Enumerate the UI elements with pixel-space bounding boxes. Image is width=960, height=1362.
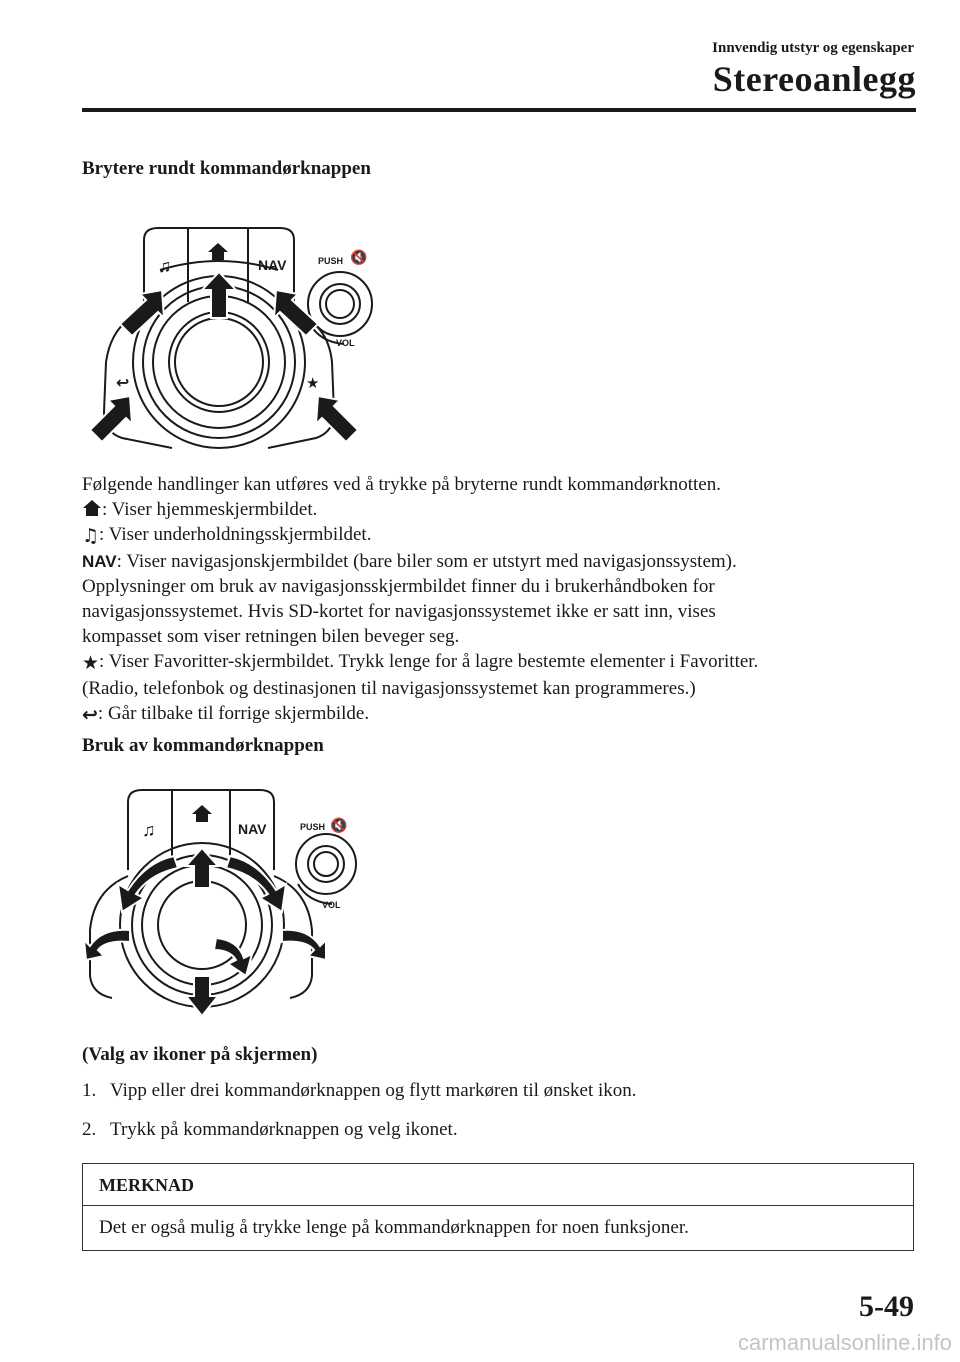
step-number: 1. bbox=[82, 1080, 97, 1101]
nav-label: NAV bbox=[258, 257, 287, 273]
chapter-title: Stereoanlegg bbox=[712, 59, 916, 99]
watermark: carmanualsonline.info bbox=[737, 1330, 952, 1355]
item-back: ↩: Går tilbake til forrige skjermbilde. bbox=[82, 703, 370, 726]
item-nav-line4: kompasset som viser retningen bilen beveger seg. bbox=[82, 626, 460, 647]
section-label: Innvendig utstyr og egenskaper bbox=[712, 40, 914, 56]
commander-knob-center bbox=[169, 312, 269, 412]
arrow-home bbox=[202, 272, 236, 318]
back-icon: ↩ bbox=[82, 704, 98, 726]
arrow-tilt-right bbox=[282, 930, 326, 960]
music-icon: ♫ bbox=[142, 820, 156, 840]
item-nav-line3: navigasjonssystemet. Hvis SD-kortet for navigasjonssystemet ikke er satt inn, vises bbox=[82, 601, 716, 622]
arrow-tilt-down bbox=[186, 976, 218, 1016]
section-heading-switches: Brytere rundt kommandørknappen bbox=[82, 158, 371, 179]
arrow-music bbox=[120, 290, 164, 336]
push-label: PUSH bbox=[318, 256, 344, 266]
star-icon: ★ bbox=[82, 652, 100, 674]
item-favorite: ★: Viser Favoritter-skjermbildet. Trykk lenge for å lagre bestemte elementer i Favoritter. bbox=[82, 651, 759, 674]
arrow-nav bbox=[274, 290, 318, 336]
step-text: Trykk på kommandørknappen og velg ikonet. bbox=[110, 1119, 458, 1140]
switches-description bbox=[82, 472, 922, 728]
mute-icon: 🔇 bbox=[330, 817, 348, 833]
step-text: Vipp eller drei kommandørknappen og flytt markøren til ønsket ikon. bbox=[110, 1080, 637, 1101]
nav-icon: NAV bbox=[82, 552, 117, 571]
step-number: 2. bbox=[82, 1119, 97, 1140]
mute-icon: 🔇 bbox=[350, 249, 368, 265]
intro-text: Følgende handlinger kan utføres ved å trykke på bryterne rundt kommandørknotten. bbox=[82, 474, 721, 495]
note-box bbox=[82, 1163, 914, 1251]
music-icon: ♫ bbox=[158, 256, 172, 276]
item-nav-line2: Opplysninger om bruk av navigasjonsskjermbildet finner du i brukerhåndboken for bbox=[82, 576, 715, 597]
item-music: ♫: Viser underholdningsskjermbildet. bbox=[82, 524, 372, 547]
home-icon bbox=[192, 805, 212, 822]
press-arrows bbox=[90, 272, 358, 442]
step-2 bbox=[82, 1119, 458, 1141]
tilt-rotate-arrows bbox=[84, 848, 326, 1016]
home-icon bbox=[82, 499, 102, 517]
selection-subheading: (Valg av ikoner på skjermen) bbox=[82, 1044, 318, 1065]
commander-usage-figure bbox=[82, 780, 382, 1020]
back-icon: ↩ bbox=[116, 375, 130, 392]
item-nav: NAV: Viser navigasjonskjermbildet (bare biler som er utstyrt med navigasjonssystem). bbox=[82, 551, 737, 572]
note-title: MERKNAD bbox=[83, 1164, 913, 1206]
step-1 bbox=[82, 1080, 637, 1102]
note-text: Det er også mulig å trykke lenge på kommandørknappen for noen funksjoner. bbox=[99, 1217, 689, 1238]
nav-label: NAV bbox=[238, 821, 267, 837]
home-icon bbox=[208, 243, 228, 260]
header-rule bbox=[82, 108, 916, 112]
vol-label: VOL bbox=[322, 900, 341, 910]
vol-label: VOL bbox=[336, 338, 355, 348]
section-heading-usage: Bruk av kommandørknappen bbox=[82, 735, 324, 756]
item-favorite-line2: (Radio, telefonbok og destinasjonen til navigasjonssystemet kan programmeres.) bbox=[82, 678, 696, 699]
music-icon: ♫ bbox=[82, 525, 100, 547]
arrow-back bbox=[90, 396, 132, 442]
volume-knob bbox=[308, 272, 372, 336]
push-label: PUSH bbox=[300, 822, 326, 832]
favorite-icon: ★ bbox=[306, 375, 320, 392]
arrow-rotate bbox=[214, 938, 252, 976]
item-home: : Viser hjemmeskjermbildet. bbox=[82, 497, 922, 522]
page-number: 5-49 bbox=[859, 1290, 914, 1323]
commander-switches-figure bbox=[82, 212, 402, 462]
